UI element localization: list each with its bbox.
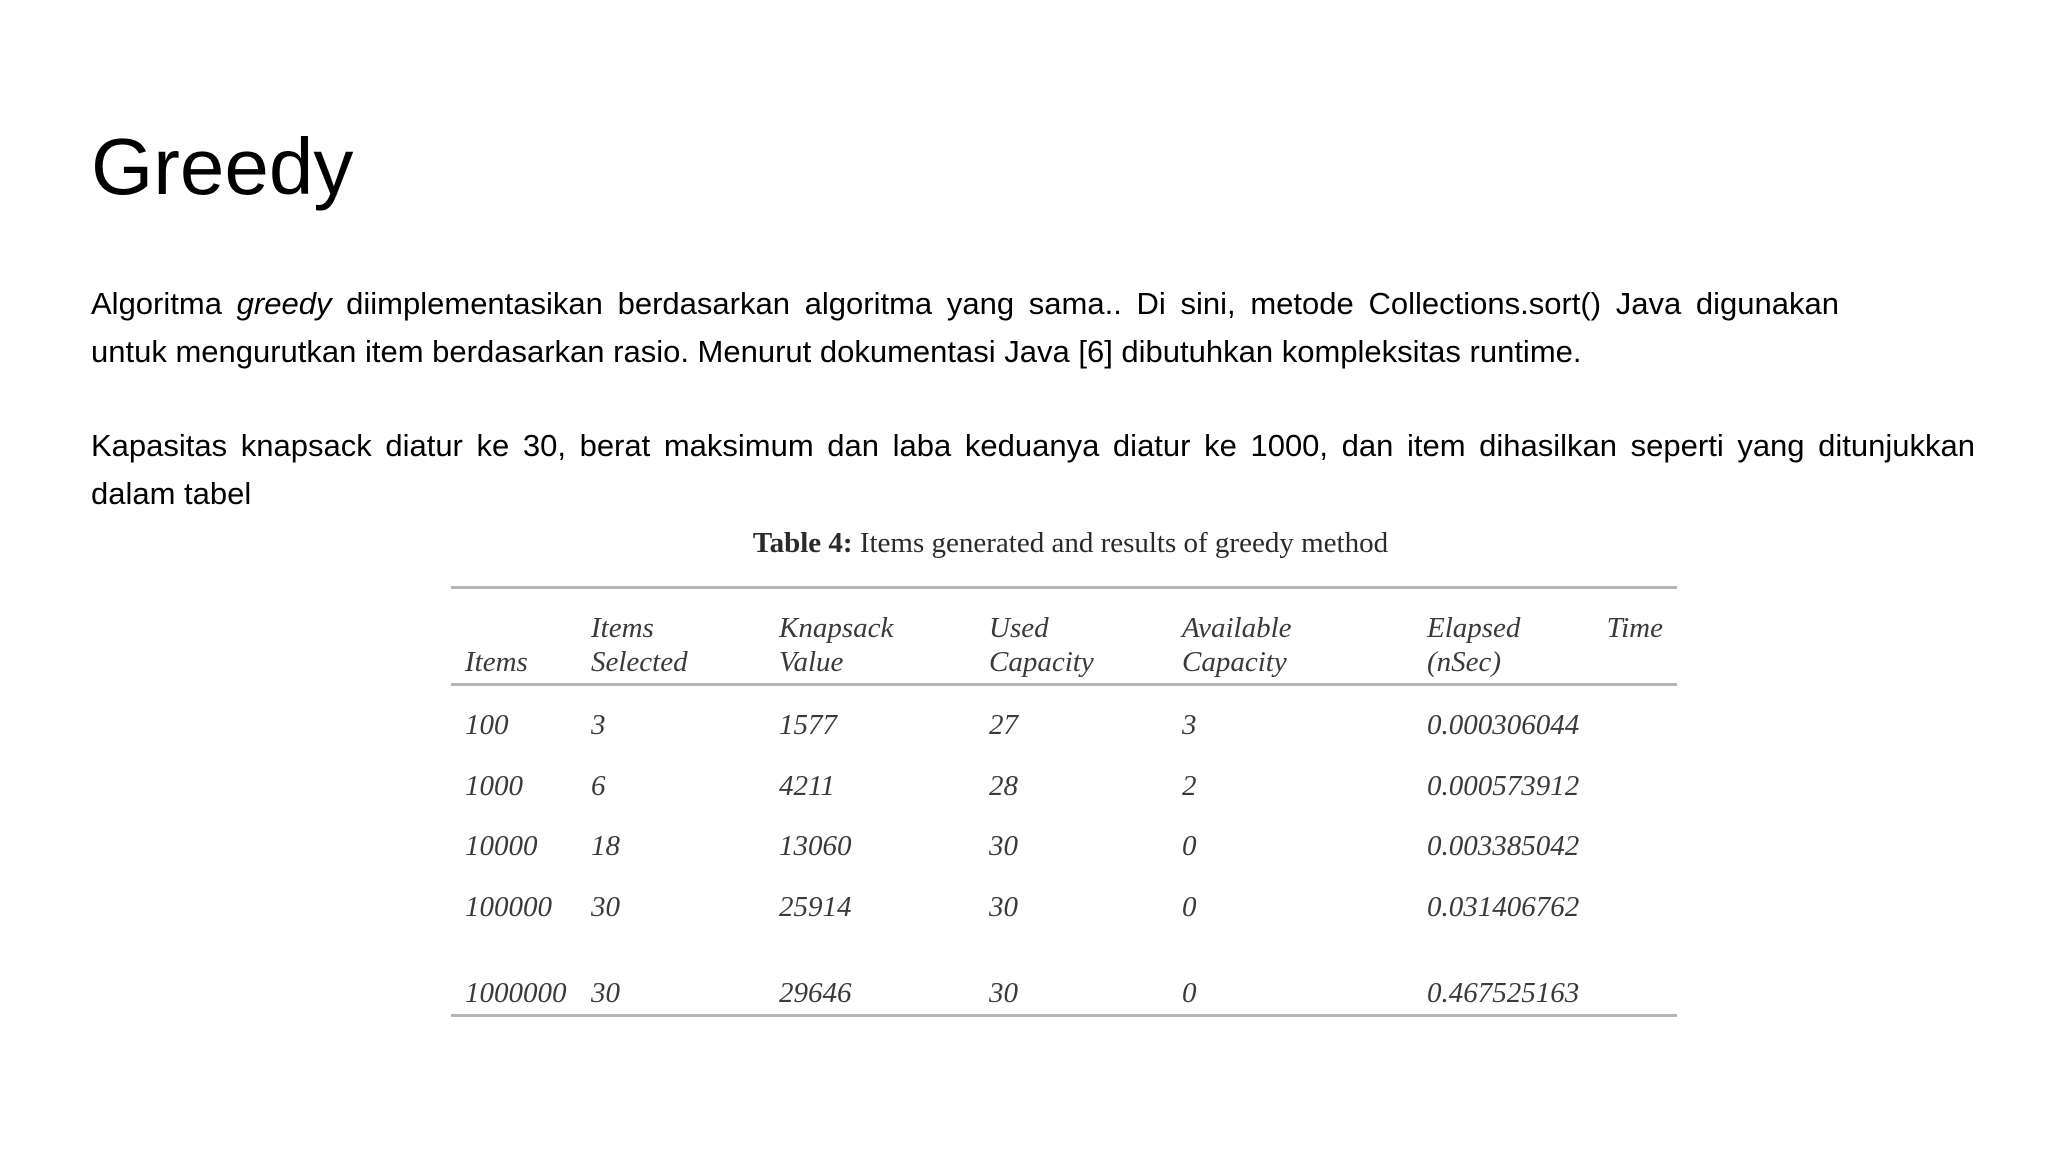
cell-value: 13060 <box>779 830 852 862</box>
header-items: Items <box>465 646 528 678</box>
table-row <box>451 803 1677 864</box>
cell-selected: 18 <box>591 830 620 862</box>
cell-available: 0 <box>1182 890 1197 923</box>
cell-items: 100000 <box>465 890 552 923</box>
table-caption-label: Table 4: <box>752 527 853 559</box>
capacity-paragraph: Kapasitas knapsack diatur ke 30, berat maksimum dan laba keduanya diatur ke 1000, dan item dihasilkan seperti yang ditunjukkan dalam tabel <box>91 428 1975 511</box>
cell-elapsed: 0.467525163 <box>1427 976 1580 1009</box>
table-caption-text: Items generated and results of greedy method <box>852 527 1389 559</box>
cell-used: 30 <box>989 830 1018 862</box>
cell-items: 1000000 <box>465 976 567 1009</box>
cell-available: 0 <box>1182 976 1197 1009</box>
table-row <box>451 924 1677 1016</box>
cell-items: 100 <box>465 709 509 741</box>
cell-value: 4211 <box>779 769 835 802</box>
cell-value: 25914 <box>779 890 852 923</box>
cell-value: 1577 <box>779 709 837 741</box>
table-caption <box>450 527 1691 560</box>
cell-items: 10000 <box>465 830 538 862</box>
cell-available: 0 <box>1182 830 1197 862</box>
cell-used: 28 <box>989 769 1018 802</box>
cell-selected: 6 <box>591 769 606 802</box>
intro-text-rest: diimplementasikan berdasarkan algoritma yang sama.. Di sini, metode Collections.sort() Java digunakan untuk mengurutkan item berdasarkan rasio. Menurut dokumentasi Java [6] dibutuhkan kompleksitas runtime. <box>91 286 1839 369</box>
header-items-selected: Items Selected <box>591 612 688 678</box>
cell-used: 30 <box>989 890 1018 923</box>
cell-selected: 30 <box>591 890 620 923</box>
slide-title: Greedy <box>91 122 354 211</box>
table-row <box>451 863 1677 924</box>
cell-used: 30 <box>989 976 1018 1009</box>
header-available-capacity: Available Capacity <box>1182 612 1292 678</box>
cell-available: 3 <box>1182 709 1197 741</box>
cell-available: 2 <box>1182 769 1197 802</box>
cell-selected: 30 <box>591 976 620 1009</box>
header-used-capacity: Used Capacity <box>989 612 1094 678</box>
cell-selected: 3 <box>591 709 606 741</box>
cell-elapsed: 0.000306044 <box>1427 709 1580 741</box>
intro-text-start: Algoritma <box>91 286 237 321</box>
cell-items: 1000 <box>465 769 523 802</box>
cell-value: 29646 <box>779 976 852 1009</box>
header-knapsack-value: Knapsack Value <box>779 612 894 678</box>
cell-used: 27 <box>989 709 1018 741</box>
cell-elapsed: 0.003385042 <box>1427 830 1580 862</box>
cell-elapsed: 0.000573912 <box>1427 769 1580 802</box>
intro-paragraph <box>91 280 1839 375</box>
table-header-row <box>451 588 1677 685</box>
header-elapsed-time: Elapsed Time (nSec) <box>1427 612 1663 678</box>
greedy-results-table <box>451 586 1677 1017</box>
table-row <box>451 685 1677 743</box>
intro-text-emphasis: greedy <box>236 286 332 321</box>
table-row <box>451 742 1677 803</box>
cell-elapsed: 0.031406762 <box>1427 890 1580 923</box>
